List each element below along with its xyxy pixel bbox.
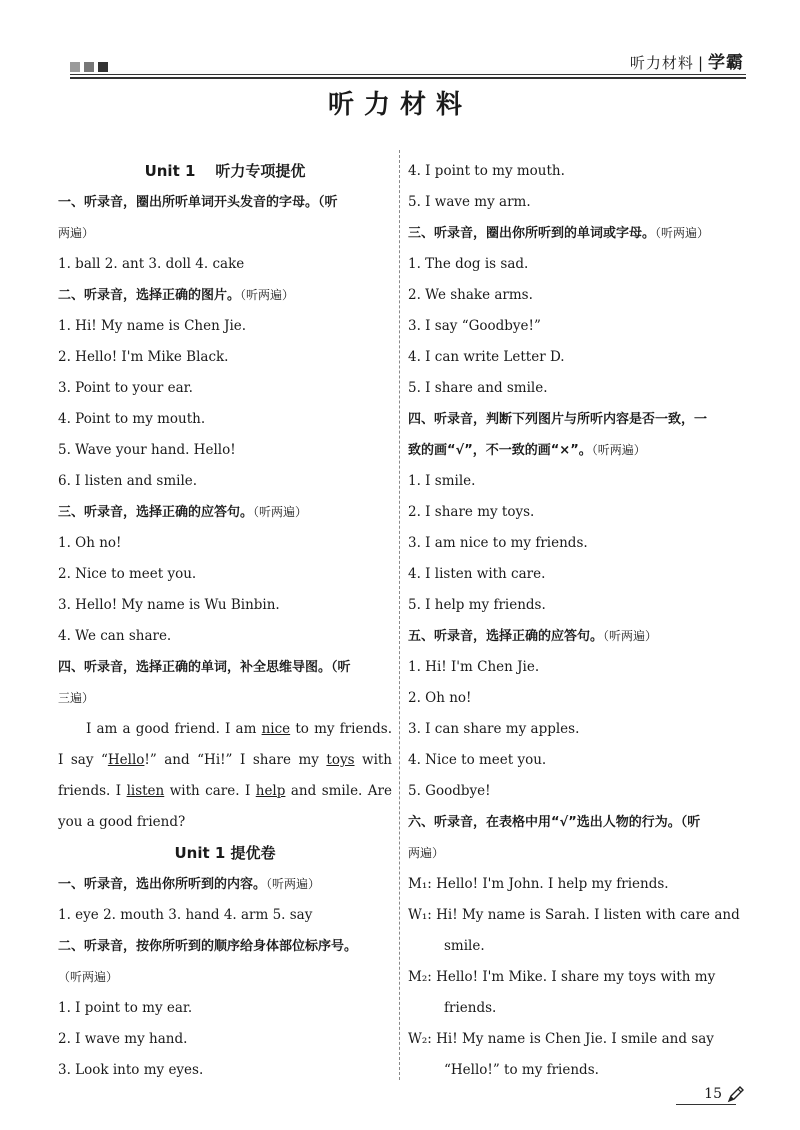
header-section-label: 听力材料 <box>629 54 694 72</box>
list-item: 4. Nice to meet you. <box>408 752 547 768</box>
unit-test-heading: Unit 1 提优卷 <box>174 844 276 862</box>
header-decor-square <box>84 62 94 72</box>
list-item: 1. Oh no! <box>58 535 122 551</box>
list-item: 5. Wave your hand. Hello! <box>58 442 236 458</box>
section-heading-cont: 致的画“√”，不一致的画“×”。（听两遍） <box>408 443 646 458</box>
section-heading: 六、听录音，在表格中用“√”选出人物的行为。（听 <box>408 815 701 830</box>
list-item: 2. I wave my hand. <box>58 1031 188 1047</box>
dialog-line: W₁: Hi! My name is Sarah. I listen with care and smile. <box>408 907 740 954</box>
list-item: 1. I point to my ear. <box>58 1000 193 1016</box>
header-decor-square <box>98 62 108 72</box>
header-separator: | <box>697 54 704 72</box>
list-item: 3. I can share my apples. <box>408 721 580 737</box>
page-title: 听力材料 <box>327 90 472 120</box>
list-item: 2. Hello! I'm Mike Black. <box>58 349 229 365</box>
page-number-rule <box>676 1104 736 1105</box>
list-item: 1. eye 2. mouth 3. hand 4. arm 5. say <box>58 907 313 923</box>
list-item: 4. I listen with care. <box>408 566 546 582</box>
list-item: 3. Point to your ear. <box>58 380 193 396</box>
unit-title: Unit 1 <box>144 162 196 180</box>
section-heading: 四、听录音，选择正确的单词，补全思维导图。（听 <box>58 660 351 675</box>
right-column <box>408 156 746 1086</box>
section-heading: 二、听录音，选择正确的图片。（听两遍） <box>58 288 295 303</box>
section-heading: 四、听录音，判断下列图片与所听内容是否一致，一 <box>408 412 708 427</box>
header-brand: 学霸 <box>708 53 744 73</box>
list-item: 2. We shake arms. <box>408 287 533 303</box>
header-rule <box>70 74 746 75</box>
section-heading: 一、听录音，选出你所听到的内容。（听两遍） <box>58 877 321 892</box>
list-item: 1. The dog is sad. <box>408 256 529 272</box>
answer-word: listen <box>126 783 165 799</box>
section-heading: 二、听录音，按你所听到的顺序给身体部位标序号。 <box>58 939 358 954</box>
section-heading-cont: 两遍） <box>58 226 95 240</box>
list-item: 1. Hi! My name is Chen Jie. <box>58 318 247 334</box>
page-header <box>0 0 800 78</box>
section-heading: 一、听录音，圈出所听单词开头发音的字母。（听 <box>58 195 338 210</box>
answer-word: nice <box>261 721 291 737</box>
section-heading-cont: 三遍） <box>58 691 95 705</box>
passage-paragraph: I am a good friend. I am nice to my friends. I say “Hello!” and “Hi!” I share my toys with friends. I listen with care. I help and smile. Are you a good friend? <box>58 721 393 830</box>
list-item: 1. I smile. <box>408 473 476 489</box>
list-item: 3. I am nice to my friends. <box>408 535 588 551</box>
list-item: 5. I share and smile. <box>408 380 548 396</box>
dialog-line: M₂: Hello! I'm Mike. I share my toys with my friends. <box>408 969 716 1016</box>
list-item: 3. Look into my eyes. <box>58 1062 204 1078</box>
list-item: 5. Goodbye! <box>408 783 491 799</box>
list-item: 2. I share my toys. <box>408 504 535 520</box>
list-item: 4. We can share. <box>58 628 172 644</box>
list-item: 3. Hello! My name is Wu Binbin. <box>58 597 280 613</box>
section-heading: 三、听录音，选择正确的应答句。（听两遍） <box>58 505 308 520</box>
left-column <box>58 156 392 1086</box>
list-item: 6. I listen and smile. <box>58 473 198 489</box>
pencil-icon <box>726 1084 746 1104</box>
section-heading-cont: （听两遍） <box>58 970 119 984</box>
header-label <box>630 48 744 73</box>
list-item: 1. Hi! I'm Chen Jie. <box>408 659 540 675</box>
header-decor-square <box>70 62 80 72</box>
answer-word: help <box>255 783 286 799</box>
column-divider <box>399 150 401 1080</box>
list-item: 2. Oh no! <box>408 690 472 706</box>
list-item: 5. I wave my arm. <box>408 194 531 210</box>
list-item: 5. I help my friends. <box>408 597 546 613</box>
page-number: 15 <box>704 1086 722 1102</box>
section-heading: 三、听录音，圈出你所听到的单词或字母。（听两遍） <box>408 226 710 241</box>
header-rule <box>70 77 746 79</box>
answer-word: Hello <box>107 752 145 768</box>
list-item: 1. ball 2. ant 3. doll 4. cake <box>58 256 245 272</box>
unit-heading <box>58 156 392 187</box>
list-item: 2. Nice to meet you. <box>58 566 197 582</box>
list-item: 4. Point to my mouth. <box>58 411 206 427</box>
dialog-line: W₂: Hi! My name is Chen Jie. I smile and say “Hello!” to my friends. <box>408 1031 714 1078</box>
list-item: 3. I say “Goodbye!” <box>408 318 541 334</box>
dialog-line: M₁: Hello! I'm John. I help my friends. <box>408 876 669 892</box>
unit-subtitle: 听力专项提优 <box>215 162 306 180</box>
section-heading: 五、听录音，选择正确的应答句。（听两遍） <box>408 629 658 644</box>
section-heading-cont: 两遍） <box>408 846 445 860</box>
list-item: 4. I point to my mouth. <box>408 163 565 179</box>
answer-word: toys <box>326 752 355 768</box>
list-item: 4. I can write Letter D. <box>408 349 565 365</box>
